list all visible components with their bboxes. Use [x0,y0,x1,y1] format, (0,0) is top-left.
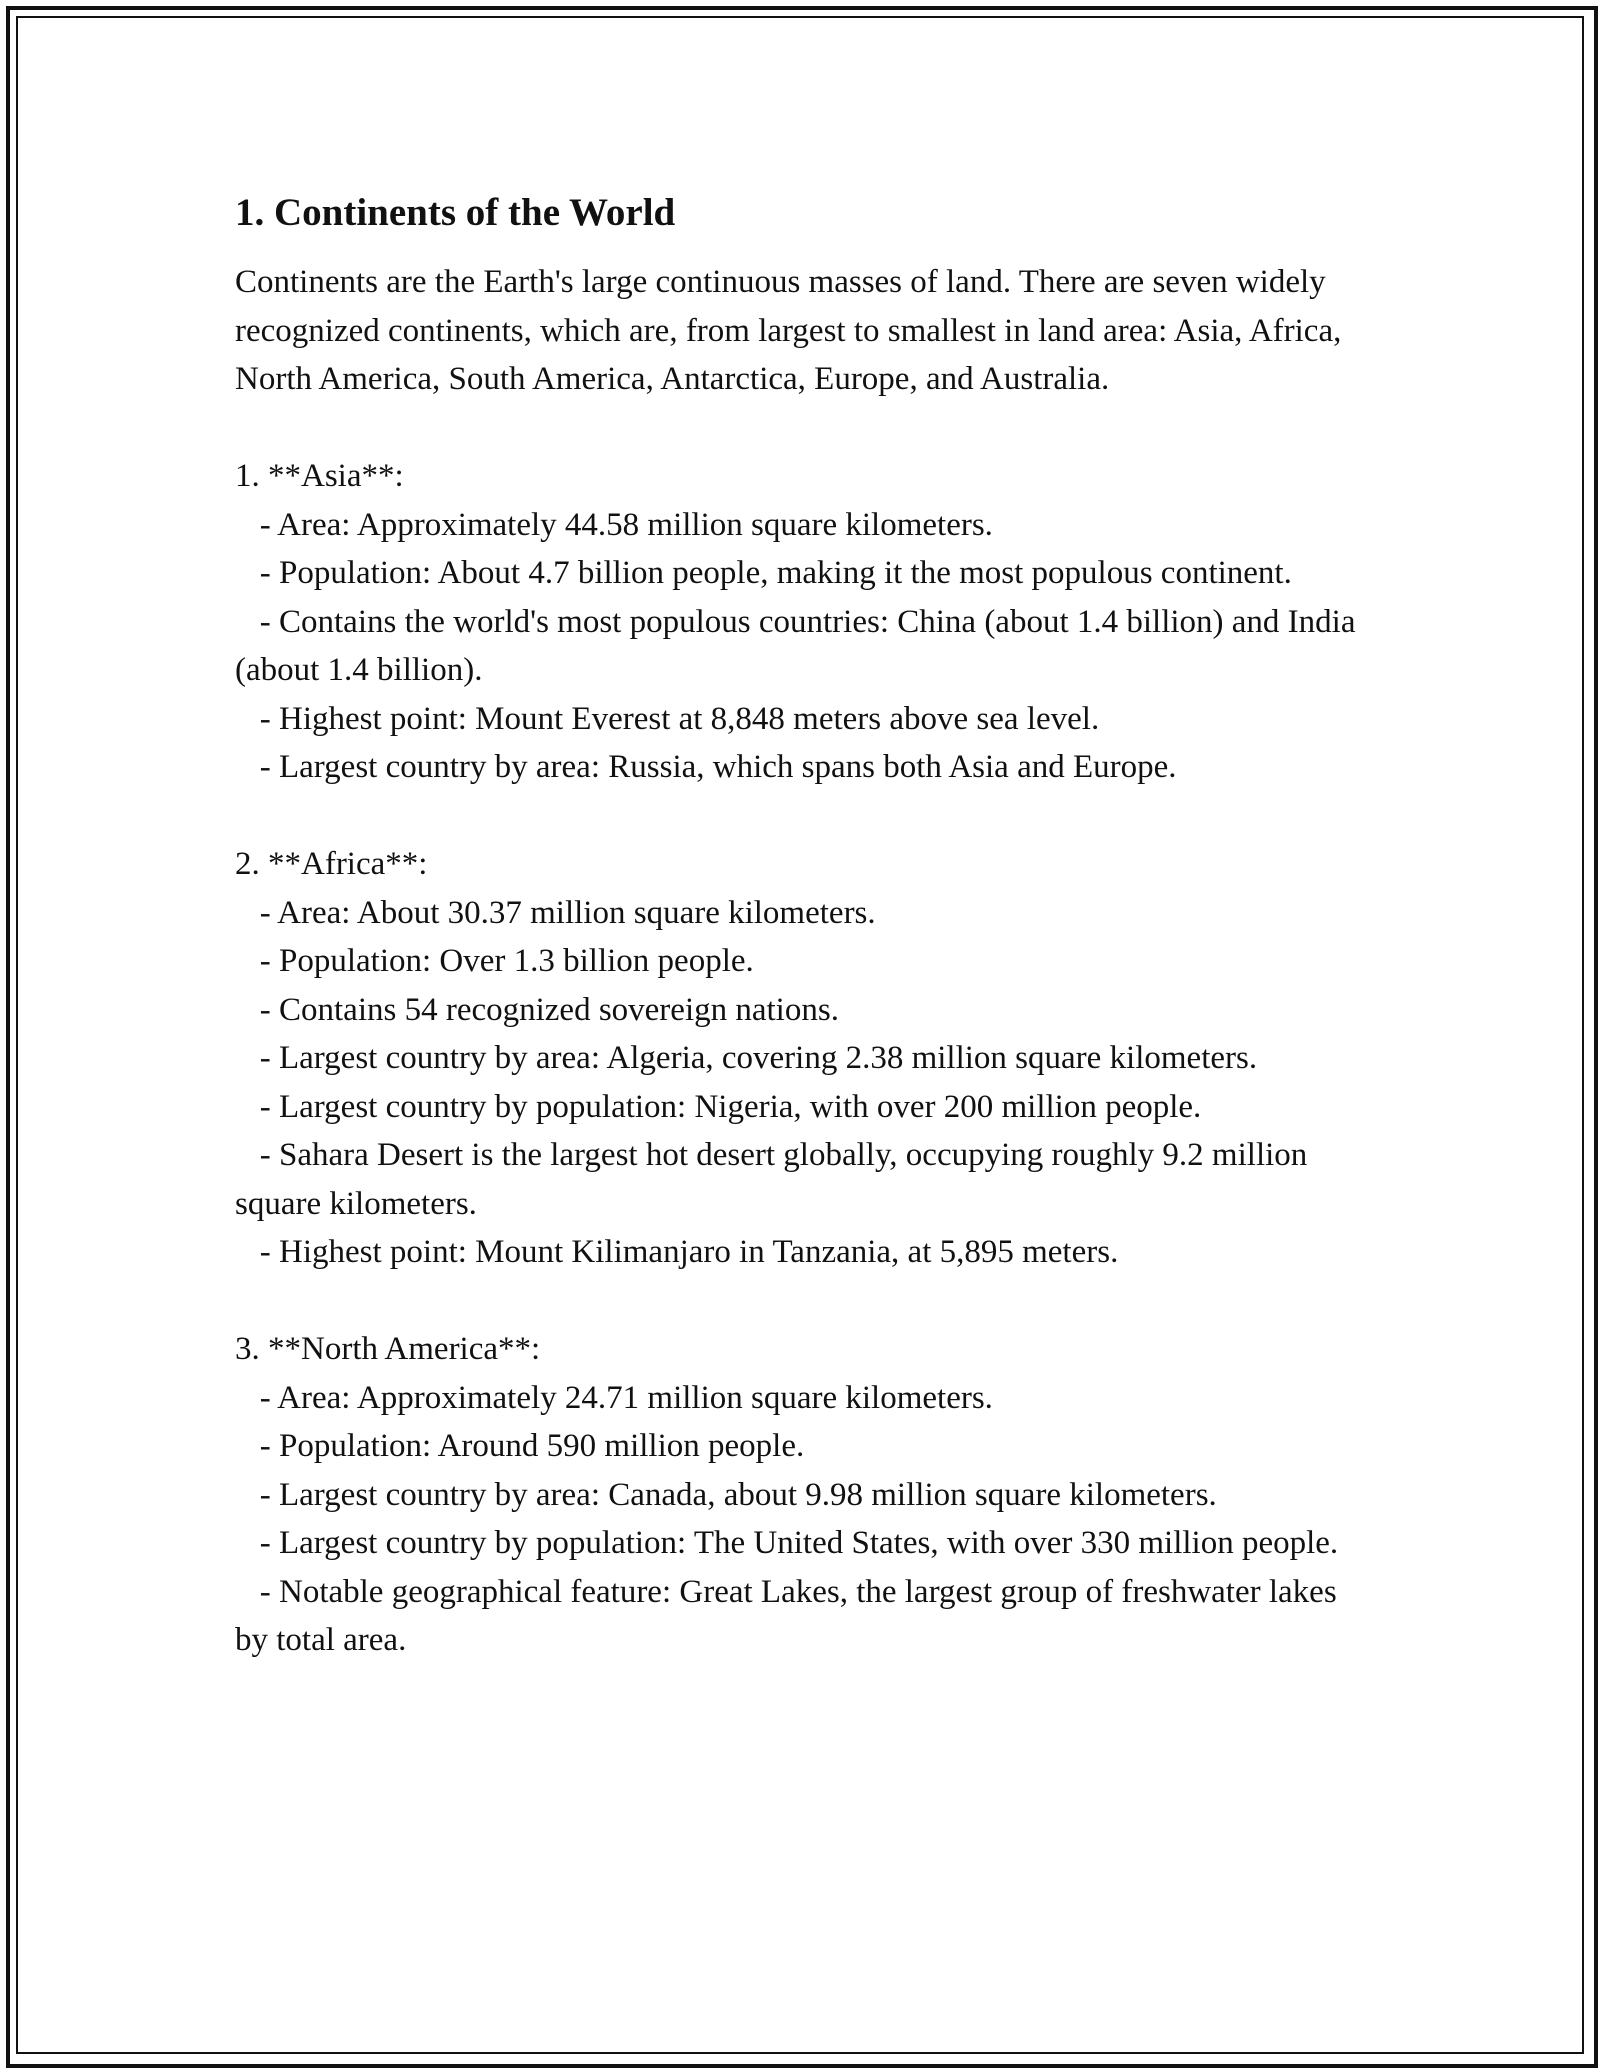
bullet-item: - Area: Approximately 24.71 million square kilometers. [235,1379,993,1416]
bullet-item: - Area: About 30.37 million square kilometers. [235,894,876,931]
bullet-item: - Area: Approximately 44.58 million square kilometers. [235,506,993,543]
bullet-item: - Highest point: Mount Everest at 8,848 meters above sea level. [235,700,1100,737]
bullet-item: - Population: Around 590 million people. [235,1428,805,1464]
bullet-item: - Largest country by population: Nigeria, with over 200 million people. [235,1088,1202,1125]
bullet-item: - Population: Over 1.3 billion people. [235,943,754,979]
bullet-item: - Contains 54 recognized sovereign nations. [235,991,839,1028]
bullet-item: - Largest country by area: Russia, which spans both Asia and Europe. [235,749,1177,785]
section-title: 2. **Africa**: [235,846,428,882]
bullet-item: - Population: About 4.7 billion people, making it the most populous continent. [235,555,1292,591]
section-title: 3. **North America**: [235,1331,541,1367]
bullet-item: - Largest country by area: Canada, about 9.98 million square kilometers. [235,1476,1217,1513]
section-title: 1. **Asia**: [235,458,404,494]
bullet-item: - Largest country by population: The United States, with over 330 million people. [235,1525,1339,1561]
bullet-item: - Highest point: Mount Kilimanjaro in Tanzania, at 5,895 meters. [235,1234,1119,1270]
bullet-item: - Sahara Desert is the largest hot desert globally, occupying roughly 9.2 million square kilometers. [235,1137,1308,1222]
document-body [235,186,1365,1665]
document-text [235,258,1365,1665]
page-title: 1. Continents of the World [235,191,676,234]
intro-paragraph: Continents are the Earth's large continuous masses of land. There are seven widely recognized continents, which are, from largest to smallest in land area: Asia, Africa, North America, South America, Antarctica, Europe, and Australia. [235,264,1342,397]
bullet-item: - Notable geographical feature: Great Lakes, the largest group of freshwater lakes by total area. [235,1573,1337,1658]
bullet-item: - Largest country by area: Algeria, covering 2.38 million square kilometers. [235,1040,1258,1076]
bullet-item: - Contains the world's most populous countries: China (about 1.4 billion) and India (about 1.4 billion). [235,603,1356,688]
